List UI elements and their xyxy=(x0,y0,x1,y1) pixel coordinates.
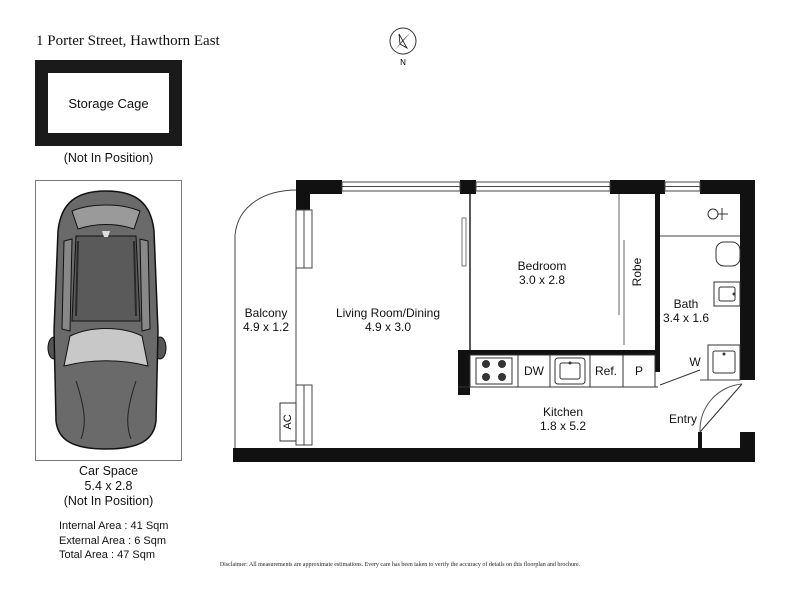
cooktop-icon xyxy=(476,358,512,384)
compass-north-label: N xyxy=(400,58,406,67)
pantry-label: P xyxy=(634,364,644,378)
internal-area: Internal Area : 41 Sqm xyxy=(59,520,169,532)
car-space-note: (Not In Position) xyxy=(63,494,154,508)
living-room-name: Living Room/Dining xyxy=(335,306,441,320)
car-space-dims: 5.4 x 2.8 xyxy=(84,479,133,493)
bath-dims: 3.4 x 1.6 xyxy=(662,311,710,325)
south-wall xyxy=(233,448,755,462)
laundry-tub-icon xyxy=(708,345,740,380)
dishwasher-label: DW xyxy=(524,364,544,378)
external-area: External Area : 6 Sqm xyxy=(59,534,166,547)
bedroom-dims: 3.0 x 2.8 xyxy=(518,273,566,287)
bath-name: Bath xyxy=(673,297,699,311)
storage-cage-label: Storage Cage xyxy=(68,95,149,111)
ac-unit-label: AC xyxy=(281,414,294,430)
car-space-title: Car Space xyxy=(78,464,139,478)
east-wall xyxy=(740,180,755,380)
entry-label: Entry xyxy=(668,412,698,426)
vanity-basin-icon xyxy=(714,282,740,306)
kitchen-name: Kitchen xyxy=(542,405,584,419)
storage-cage-note: (Not In Position) xyxy=(63,151,154,165)
shower-head-icon xyxy=(708,208,728,220)
disclaimer: Disclaimer: All measurements are approximate estimations. Every care has been taken to verify the accuracy of details on this floorplan and brochure. xyxy=(219,562,581,568)
balcony-name: Balcony xyxy=(244,306,288,320)
balcony-dims: 4.9 x 1.2 xyxy=(242,320,290,334)
fridge-label: Ref. xyxy=(594,364,618,378)
property-address: 1 Porter Street, Hawthorn East xyxy=(36,33,220,49)
toilet-icon xyxy=(716,242,740,266)
washer-label: W xyxy=(689,355,701,369)
living-room-dims: 4.9 x 3.0 xyxy=(364,320,412,334)
robe-label: Robe xyxy=(630,257,645,287)
kitchen-dims: 1.8 x 5.2 xyxy=(539,419,587,433)
bedroom-name: Bedroom xyxy=(517,259,567,273)
total-area: Total Area : 47 Sqm xyxy=(59,549,155,561)
